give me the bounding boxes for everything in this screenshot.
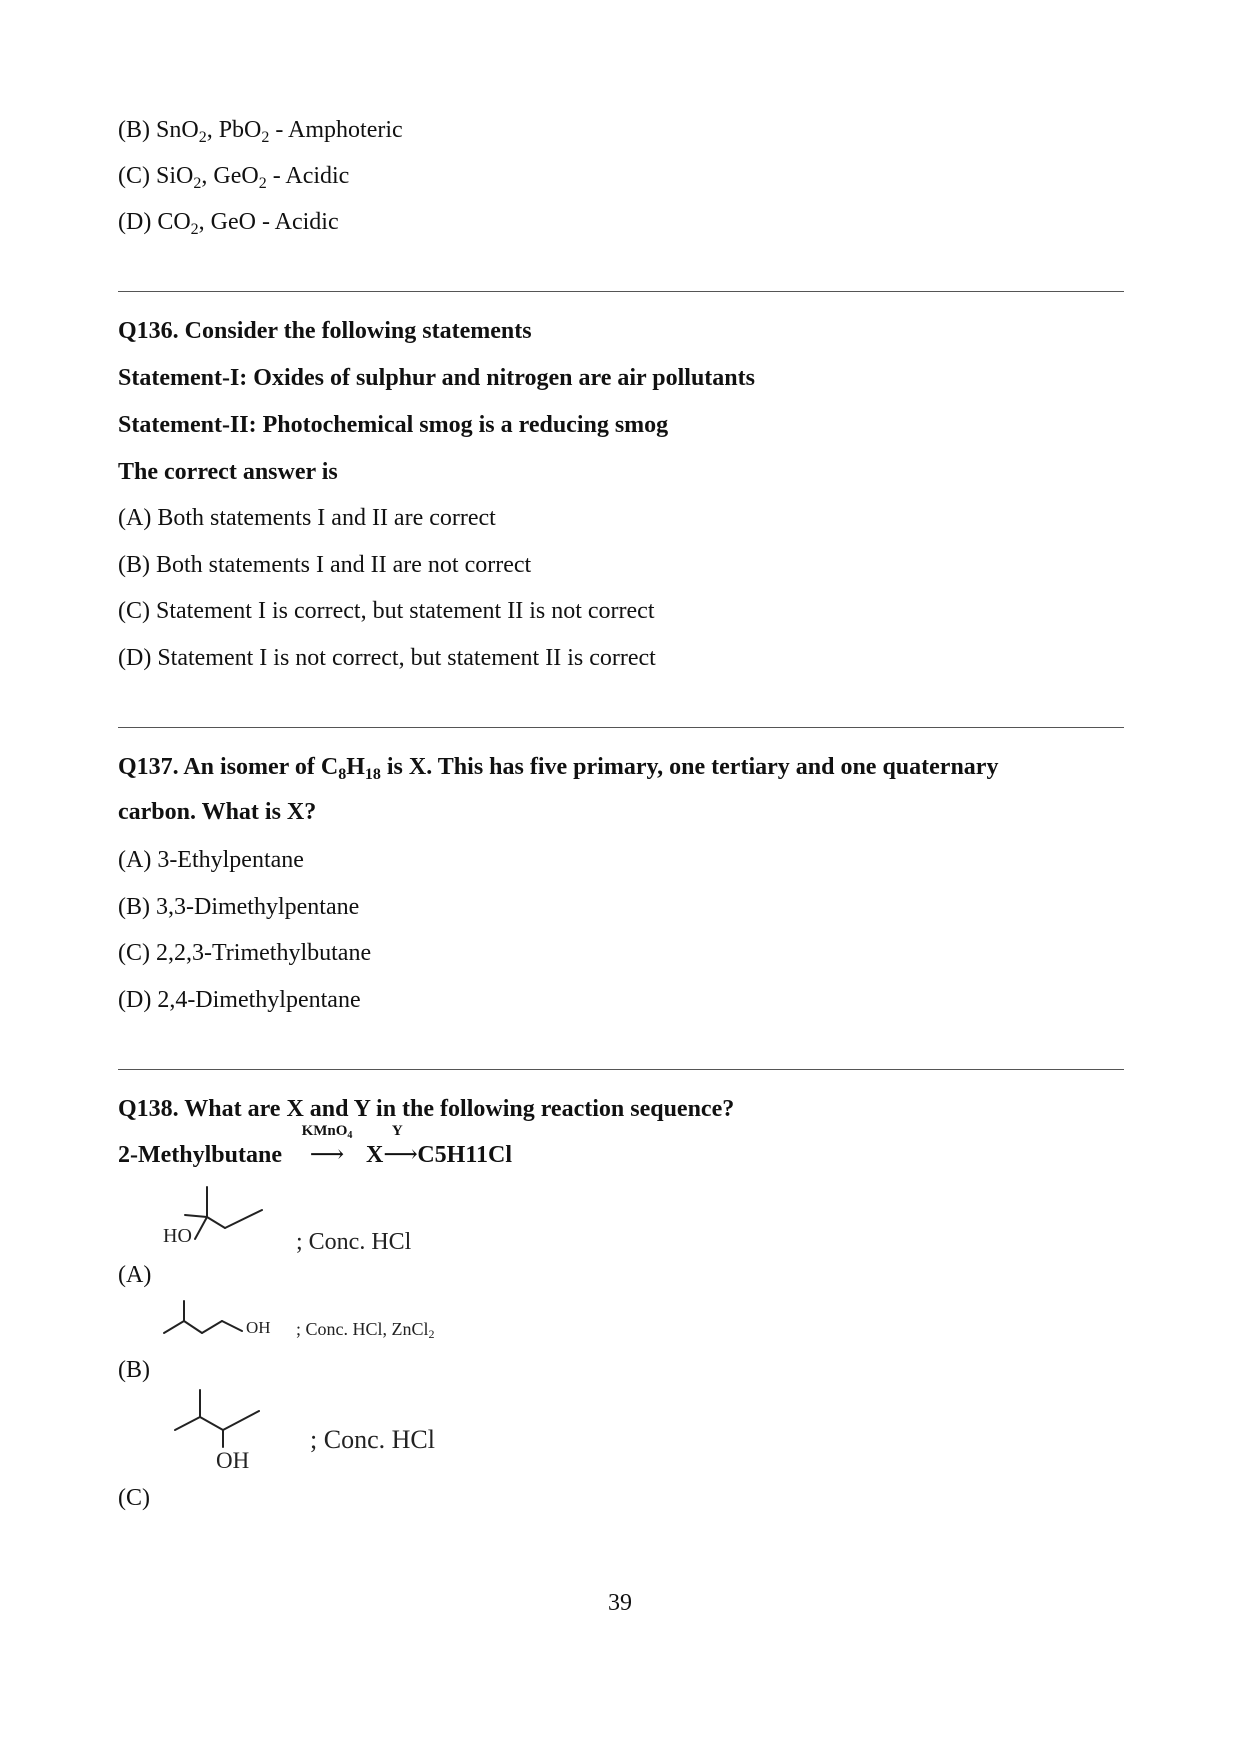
q136-statement-2: Statement-II: Photochemical smog is a reducing smog [118, 412, 669, 438]
option-d-prev: (D) $CO_2$, GeO - Acidic [118, 209, 339, 238]
q136-option-c: (C) Statement I is correct, but statement II is not correct [118, 598, 655, 624]
q137-title: Q137. An isomer of $C_8H_{18}$ is X. This has five primary, one tertiary and one quaternary [118, 754, 999, 783]
reaction-arrow-1: KMnO$_4$ ⟶ [301, 1123, 353, 1168]
q136-title: Q136. Consider the following statements [118, 318, 532, 344]
option-b-structure [158, 1295, 258, 1345]
divider [118, 1069, 1124, 1070]
reaction-arrow-2: Y ⟶ [383, 1123, 418, 1168]
q136-prompt: The correct answer is [118, 459, 338, 485]
q136-statement-1: Statement-I: Oxides of sulphur and nitrogen are air pollutants [118, 365, 755, 391]
option-a-label: (A) [118, 1262, 152, 1288]
q137-option-d: (D) 2,4-Dimethylpentane [118, 987, 361, 1013]
option-b-reagent: ; Conc. HCl, ZnCl2 [296, 1319, 435, 1341]
option-c-reagent: ; Conc. HCl [310, 1425, 435, 1454]
divider [118, 727, 1124, 728]
option-a-reagent: ; Conc. HCl [296, 1229, 412, 1255]
option-c-prev: (C) SiO$_2$, GeO$_2$ - Acidic [118, 163, 350, 192]
reactant: 2-Methylbutane [118, 1142, 282, 1168]
option-b-label: (B) [118, 1357, 150, 1383]
option-c-group: OH [216, 1448, 250, 1473]
product: C5H11Cl [417, 1142, 513, 1168]
intermediate: X [366, 1142, 384, 1168]
q137-option-b: (B) 3,3-Dimethylpentane [118, 894, 360, 920]
q137-title-line2: carbon. What is X? [118, 799, 317, 825]
q136-option-b: (B) Both statements I and II are not correct [118, 552, 532, 578]
option-a-group: HO [163, 1225, 192, 1247]
q137-option-c: (C) 2,2,3-Trimethylbutane [118, 940, 372, 966]
divider [118, 291, 1124, 292]
page-number: 39 [608, 1590, 632, 1616]
q136-option-a: (A) Both statements I and II are correct [118, 505, 496, 531]
option-b-group: OH [246, 1318, 271, 1337]
q137-option-a: (A) 3-Ethylpentane [118, 847, 304, 873]
q138-title: Q138. What are X and Y in the following reaction sequence? [118, 1096, 735, 1122]
option-c-label: (C) [118, 1485, 150, 1511]
option-b-prev: (B) SnO$_2$, PbO$_2$ - Amphoteric [118, 117, 403, 146]
q138-reaction [118, 1123, 513, 1170]
option-a-structure [150, 1183, 270, 1263]
q136-option-d: (D) Statement I is not correct, but statement II is correct [118, 645, 656, 671]
